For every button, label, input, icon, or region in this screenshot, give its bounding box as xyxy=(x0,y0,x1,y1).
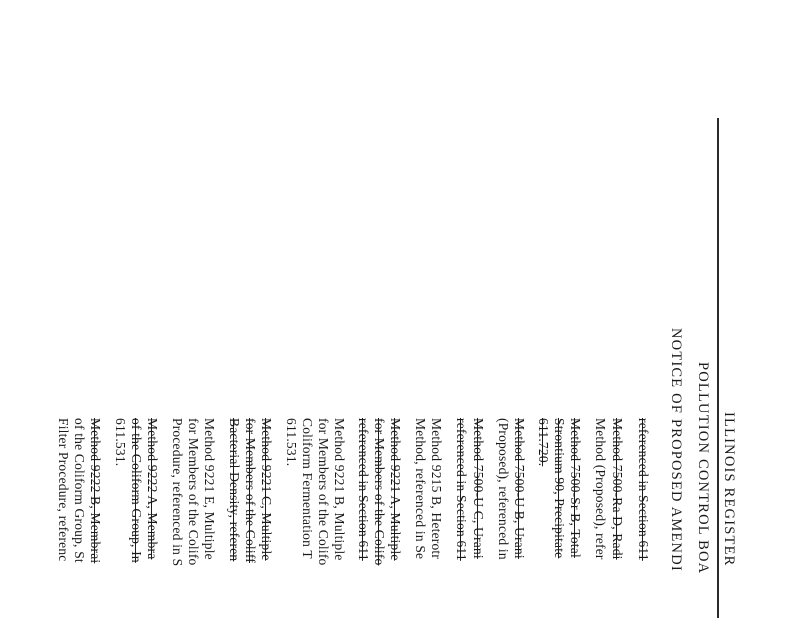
text-line: for Members of the Coliff xyxy=(243,418,258,563)
text-line: referenced in Section 611 xyxy=(636,418,651,561)
text-line: Method 9221 A, Multiple xyxy=(388,418,403,561)
text-line: 611.531. xyxy=(113,418,128,467)
text-line: 611.531. xyxy=(284,418,299,467)
header-rule xyxy=(717,118,719,618)
text-line: for Members of the Colifo xyxy=(316,418,331,566)
text-line: Method (Proposed), refer xyxy=(593,418,608,560)
journal-title: ILLINOIS REGISTER xyxy=(721,412,737,567)
text-line: Filter Procedure, referenc xyxy=(56,418,71,562)
text-line: Method 7500-U B, Urani xyxy=(512,418,527,559)
text-line: Coliform Fermentation T xyxy=(300,418,315,559)
text-line: Method 7500-Ra D, Radi xyxy=(610,418,625,560)
text-line: Bacterial Density, referen xyxy=(227,418,242,562)
text-line: referenced in Section 611 xyxy=(454,418,469,561)
text-line: Method 9215 B, Heterotr xyxy=(429,418,444,560)
text-line: (Proposed), referenced in xyxy=(496,418,511,560)
text-line: Method 9221 C, Multiple xyxy=(259,418,274,561)
notice-title: NOTICE OF PROPOSED AMENDI xyxy=(668,328,684,572)
agency-title: POLLUTION CONTROL BOA xyxy=(695,362,711,575)
text-line: Method 9221 B, Multiple xyxy=(332,418,347,561)
text-line: Method 9222 A, Membra xyxy=(145,418,160,560)
text-line: of the Coliform Group, In xyxy=(129,418,144,563)
text-line: Method 9221 E, Multiple xyxy=(202,418,217,560)
text-line: Strontium 90, Precipitate xyxy=(552,418,567,559)
text-line: 611.720. xyxy=(536,418,551,467)
text-line: for Members of the Colifo xyxy=(372,418,387,566)
text-line: Method, referenced in Se xyxy=(413,418,428,560)
text-line: Method 7500-Sr B, Total xyxy=(568,418,583,558)
text-line: for Members of the Colifo xyxy=(186,418,201,566)
text-line: Procedure, referenced in S xyxy=(170,418,185,567)
text-line: Method 7500-U C, Urani xyxy=(471,418,486,559)
text-line: Method 9222 B, Membrai xyxy=(88,418,103,564)
text-line: referenced in Section 611 xyxy=(356,418,371,561)
text-line: of the Coliform Group, St xyxy=(72,418,87,563)
